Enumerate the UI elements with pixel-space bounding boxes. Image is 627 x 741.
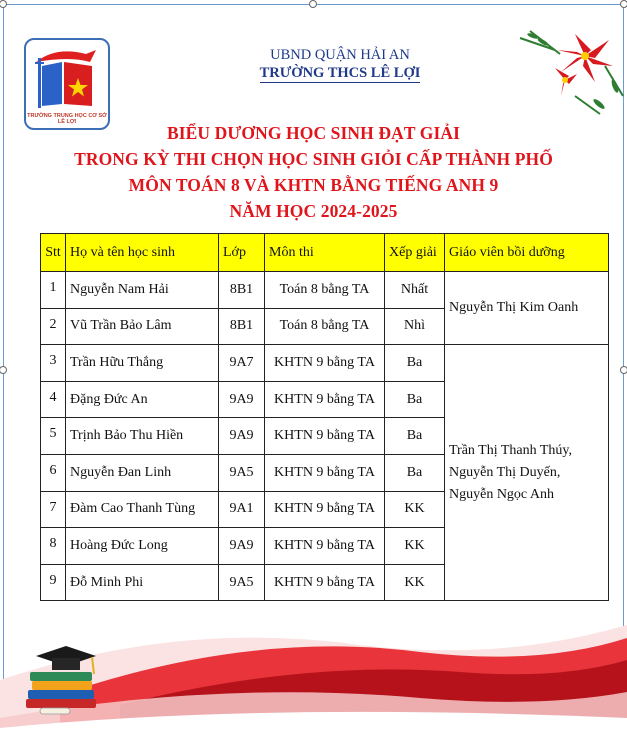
- cell-class: 9A9: [219, 528, 265, 565]
- logo-caption: TRƯỜNG TRUNG HỌC CƠ SỞ LÊ LỢI: [27, 113, 107, 125]
- resize-handle-top-right[interactable]: [620, 0, 627, 8]
- cell-class: 9A5: [219, 564, 265, 601]
- cell-rank: Ba: [385, 381, 445, 418]
- poinsettia-decoration-icon: [515, 26, 625, 116]
- cell-stt: 9: [41, 564, 66, 601]
- table-header-row: [41, 234, 609, 272]
- cell-rank: KK: [385, 491, 445, 528]
- district-name: UBND QUẬN HẢI AN: [270, 47, 410, 63]
- graduation-cap-books-icon: [22, 640, 104, 720]
- cell-rank: Ba: [385, 418, 445, 455]
- cell-class: 9A1: [219, 491, 265, 528]
- cell-rank: KK: [385, 564, 445, 601]
- cell-rank: KK: [385, 528, 445, 565]
- cell-stt: 5: [41, 418, 66, 455]
- school-logo-icon: [24, 38, 110, 130]
- cell-class: 9A7: [219, 345, 265, 382]
- cell-name: Trần Hữu Thắng: [66, 345, 219, 382]
- cell-subject: KHTN 9 bằng TA: [265, 418, 385, 455]
- cell-subject: KHTN 9 bằng TA: [265, 528, 385, 565]
- cell-stt: 4: [41, 381, 66, 418]
- cell-class: 9A9: [219, 418, 265, 455]
- table-row: [41, 272, 609, 309]
- cell-name: Vũ Trần Bảo Lâm: [66, 308, 219, 345]
- cell-rank: Nhất: [385, 272, 445, 309]
- cell-stt: 2: [41, 308, 66, 345]
- cell-name: Hoàng Đức Long: [66, 528, 219, 565]
- cell-name: Nguyễn Đan Linh: [66, 454, 219, 491]
- title-line-2: TRONG KỲ THI CHỌN HỌC SINH GIỎI CẤP THÀNH PHỐ: [74, 149, 553, 169]
- cell-subject: KHTN 9 bằng TA: [265, 564, 385, 601]
- cell-rank: Ba: [385, 454, 445, 491]
- cell-subject: KHTN 9 bằng TA: [265, 491, 385, 528]
- header-name: Họ và tên học sinh: [66, 234, 219, 272]
- cell-stt: 8: [41, 528, 66, 565]
- cell-class: 8B1: [219, 308, 265, 345]
- cell-teacher-group-2: [445, 345, 609, 601]
- header-class: Lớp: [219, 234, 265, 272]
- cell-stt: 1: [41, 272, 66, 309]
- cell-name: Đàm Cao Thanh Tùng: [66, 491, 219, 528]
- header-subject: Môn thi: [265, 234, 385, 272]
- cell-class: 9A5: [219, 454, 265, 491]
- title-line-3: MÔN TOÁN 8 VÀ KHTN BẰNG TIẾNG ANH 9: [128, 175, 499, 195]
- teacher-name: Trần Thị Thanh Thúy,: [449, 442, 573, 458]
- cell-subject: KHTN 9 bằng TA: [265, 345, 385, 382]
- cell-stt: 6: [41, 454, 66, 491]
- cell-name: Nguyễn Nam Hải: [66, 272, 219, 309]
- cell-rank: Ba: [385, 345, 445, 382]
- teacher-name: Nguyễn Thị Duyến,: [449, 464, 561, 480]
- cell-teacher-group-1: Nguyễn Thị Kim Oanh: [445, 272, 609, 345]
- cell-stt: 3: [41, 345, 66, 382]
- table-row: [41, 345, 609, 382]
- school-name: TRƯỜNG THCS LÊ LỢI: [259, 65, 421, 81]
- header-stt: Stt: [41, 234, 66, 272]
- teacher-name: Nguyễn Ngọc Anh: [449, 486, 554, 502]
- cell-subject: Toán 8 bằng TA: [265, 272, 385, 309]
- cell-class: 9A9: [219, 381, 265, 418]
- title-line-1: BIỂU DƯƠNG HỌC SINH ĐẠT GIẢI: [166, 123, 461, 143]
- cell-subject: KHTN 9 bằng TA: [265, 454, 385, 491]
- cell-subject: Toán 8 bằng TA: [265, 308, 385, 345]
- cell-stt: 7: [41, 491, 66, 528]
- cell-name: Đặng Đức An: [66, 381, 219, 418]
- resize-handle-top-center[interactable]: [309, 0, 317, 8]
- cell-rank: Nhì: [385, 308, 445, 345]
- header-rank: Xếp giải: [385, 234, 445, 272]
- header-teacher: Giáo viên bồi dưỡng: [445, 234, 609, 272]
- cell-class: 8B1: [219, 272, 265, 309]
- awards-table: [40, 233, 609, 601]
- resize-handle-middle-right[interactable]: [620, 366, 627, 374]
- title-line-4: NĂM HỌC 2024-2025: [229, 201, 398, 221]
- cell-name: Đỗ Minh Phi: [66, 564, 219, 601]
- cell-subject: KHTN 9 bằng TA: [265, 381, 385, 418]
- cell-name: Trịnh Bảo Thu Hiền: [66, 418, 219, 455]
